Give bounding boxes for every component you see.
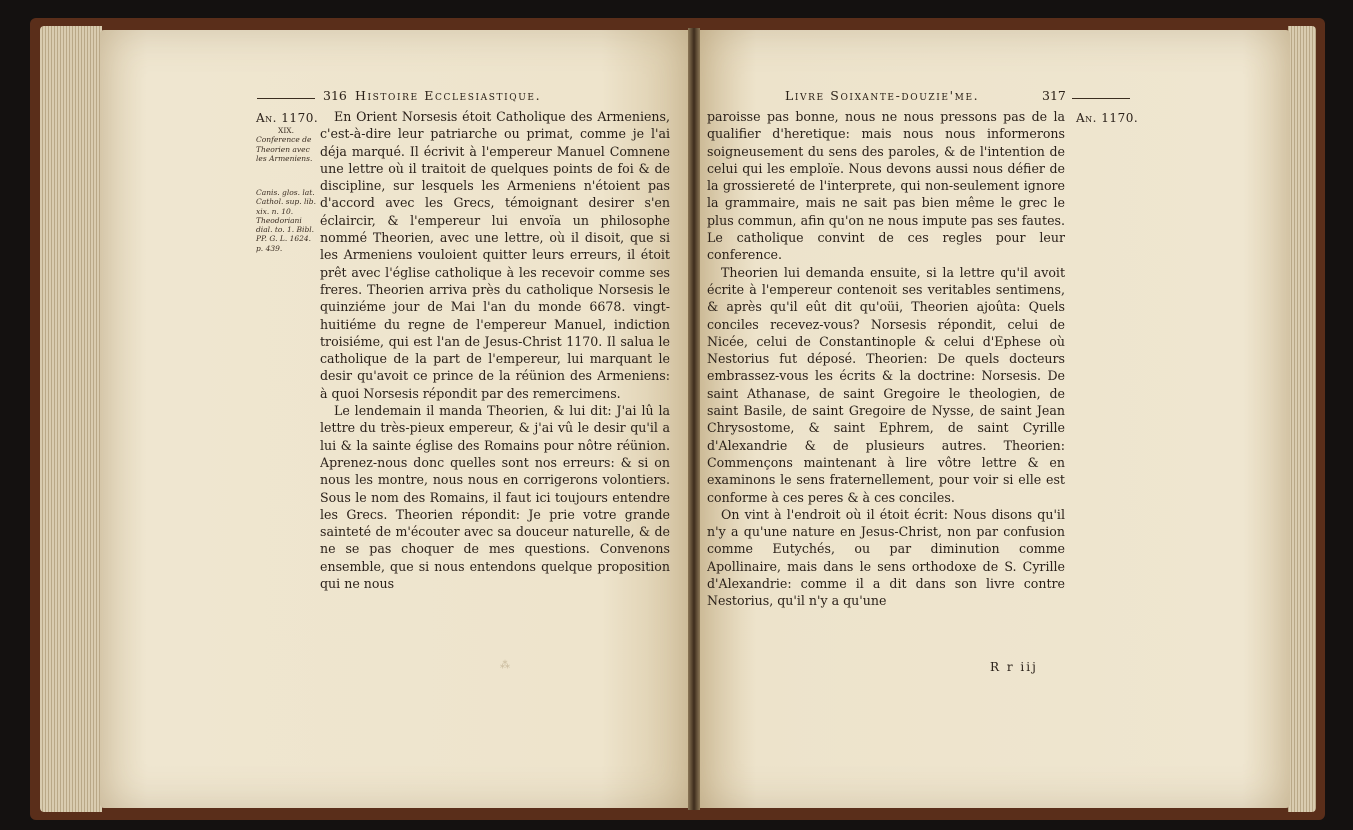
right-paragraph-1: paroisse pas bonne, nous ne nous pressons pas de la qualifier d'heretique: mais nous nous informerons soigneusement du sens des paroles, & de l'intention de celui qui les emploïe. Nous devons aussi nous défier de la grossiereté de l'interprete, qui non-seulement ignore la grammaire, mais ne sait pas bien même le grec le plus commun, afin qu'on ne nous impute pas ses fautes. Le catholique convint de ces regles pour leur conference. [707, 109, 1065, 263]
right-page-text [707, 108, 1065, 658]
margin-note-number: XIX. [277, 126, 295, 135]
bleed-through-mark: ⁂ [500, 660, 510, 671]
left-page-number: 316 [323, 88, 347, 103]
right-margin-rule [1072, 98, 1130, 99]
right-page-number: 317 [1042, 88, 1066, 103]
page-edges-left [40, 26, 102, 812]
page-edges-right [1288, 26, 1316, 812]
book [30, 18, 1325, 820]
right-margin-year: An. 1170. [1076, 111, 1139, 125]
left-paragraph-2: Le lendemain il manda Theorien, & lui dit: J'ai lû la lettre du très-pieux empereur, & j'ai vû le desir qu'il a lui & la sainte église des Romains pour nôtre réünion. Aprenez-nous donc quelles sont nos erreurs: & si on nous les montre, nous nous en corrigerons volontiers. Sous le nom des Romains, il faut ici toujours entendre les Grecs. Theorien répondit: Je prie votre grande sainteté de m'écouter avec sa douceur naturelle, & de ne se pas choquer de mes questions. Convenons ensemble, que si nous entendons quelque proposition qui ne nous [320, 403, 670, 592]
right-paragraph-2: Theorien lui demanda ensuite, si la lettre qu'il avoit écrite à l'empereur contenoit ses veritables sentimens, & après qu'il eût dit qu'oüi, Theorien ajoûta: Quels conciles recevez-vous? Norsesis répondit, celui de Nicée, celui de Constantinople & celui d'Ephese où Nestorius fut déposé. Theorien: De quels docteurs embrassez-vous les écrits & la doctrine: Norsesis. De saint Athanase, de saint Gregoire le theologien, de saint Basile, de saint Gregoire de Nysse, de saint Jean Chrysostome, & saint Ephrem, de saint Cyrille d'Alexandrie & de plusieurs autres. Theorien: Commençons maintenant à lire vôtre lettre & en examinons le sens fraternellement, pour voir si elle est conforme à ces peres & à ces conciles. [707, 264, 1065, 505]
left-running-head: Histoire Ecclesiastique. [355, 88, 542, 103]
printer-signature: R r iij [990, 660, 1038, 674]
left-paragraph-1: En Orient Norsesis étoit Catholique des Armeniens, c'est-à-dire leur patriarche ou primat, comme je l'ai déja marqué. Il écrivit à l'empereur Manuel Comnene une lettre où il traitoit de quelques points de foi & de discipline, sur lesquels les Armeniens n'étoient pas d'accord avec les Grecs, témoignant desirer s'en éclaircir, & l'empereur lui envoïa un philosophe nommé Theorien, avec une lettre, où il disoit, que si les Armeniens vouloient quitter leurs erreurs, il étoit prêt avec l'église catholique à les recevoir comme ses freres. Theorien arriva près du catholique Norsesis le quinziéme jour de Mai l'an du monde 6678. vingt-huitiéme du regne de l'empereur Manuel, indiction troisiéme, qui est l'an de Jesus-Christ 1170. Il salua le catholique de la part de l'empereur, lui marquant le desir qu'avoit ce prince de la réünion des Armeniens: à quoi Norsesis répondit par des remercimens. [320, 109, 670, 401]
left-margin-note [256, 126, 316, 163]
book-gutter [688, 28, 700, 810]
left-page-text [320, 108, 670, 668]
left-margin-year: An. 1170. [256, 111, 319, 125]
left-margin-rule [257, 98, 315, 99]
right-running-head: Livre Soixante-douzie'me. [785, 88, 980, 103]
right-paragraph-3: On vint à l'endroit où il étoit écrit: Nous disons qu'il n'y a qu'une nature en Jesus-Christ, non par confusion comme Eutychés, ou par diminution comme Apollinaire, mais dans le sens orthodoxe de S. Cyrille d'Alexandrie: comme il a dit dans son livre contre Nestorius, qu'il n'y a qu'une [707, 506, 1065, 609]
margin-note-text: Conference de Theorien avec les Armeniens. [256, 135, 313, 163]
left-margin-citation: Canis. glos. lat. Cathol. sup. lib. xix. n. 10. Theodoriani dial. to. 1. Bibl. PP. G. L. 1624. p. 439. [256, 188, 316, 253]
